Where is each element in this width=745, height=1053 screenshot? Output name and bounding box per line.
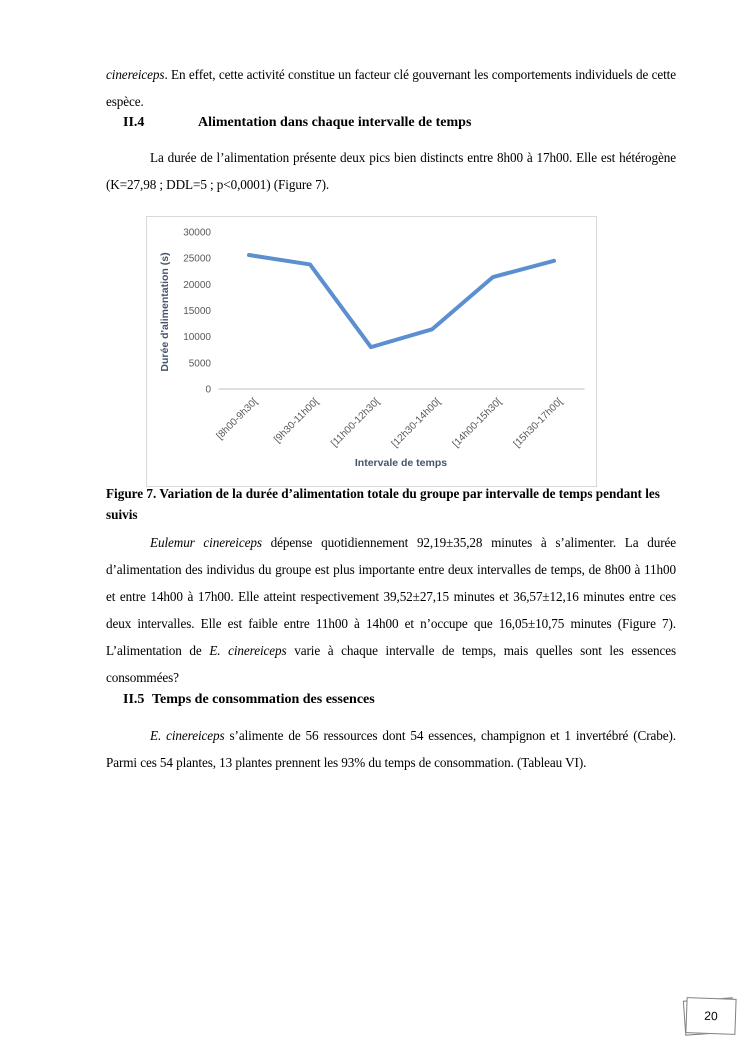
page-number-box bbox=[681, 995, 739, 1037]
paragraph-3 bbox=[106, 722, 676, 776]
page-number: 20 bbox=[704, 1008, 718, 1024]
svg-text:10000: 10000 bbox=[183, 332, 211, 344]
paragraph-intro-text: . En effet, cette activité constitue un facteur clé gouvernant les comportements individuels de cette espèce. bbox=[106, 67, 676, 109]
svg-text:[14h00-15h30[: [14h00-15h30[ bbox=[450, 396, 505, 450]
species-name-italic: Eulemur cinereiceps bbox=[150, 535, 262, 550]
paragraph-2 bbox=[106, 529, 676, 691]
svg-text:[12h30-14h00[: [12h30-14h00[ bbox=[389, 396, 444, 450]
svg-text:[9h30-11h00[: [9h30-11h00[ bbox=[272, 396, 322, 446]
section-title: Alimentation dans chaque intervalle de temps bbox=[198, 115, 472, 130]
figure-7-caption: Figure 7. Variation de la durée d’alimentation totale du groupe par intervalle de temps pendant les suivis bbox=[106, 486, 660, 522]
svg-text:[11h00-12h30[: [11h00-12h30[ bbox=[329, 396, 383, 450]
section-title: Temps de consommation des essences bbox=[152, 692, 375, 707]
paragraph-3-text: s’alimente de 56 ressources dont 54 essences, champignon et 1 invertébré (Crabe). Parmi ces 54 plantes, 13 plantes prennent les 93% du temps de consommation. (Tableau VI). bbox=[106, 728, 676, 770]
paragraph-2-text: varie à chaque intervalle de temps, mais quelles sont les essences consommées? bbox=[106, 643, 677, 685]
svg-text:15000: 15000 bbox=[183, 306, 211, 317]
figure-7-chart bbox=[146, 216, 597, 487]
section-number: II.5 bbox=[123, 692, 145, 707]
page-number-frame-front bbox=[685, 997, 736, 1035]
svg-text:[8h00-9h30[: [8h00-9h30[ bbox=[214, 396, 261, 442]
svg-text:0: 0 bbox=[205, 384, 211, 396]
svg-text:Intervale de temps: Intervale de temps bbox=[354, 457, 448, 469]
line-chart-svg bbox=[147, 217, 596, 486]
paragraph-1: La durée de l’alimentation présente deux pics bien distincts entre 8h00 à 17h00. Elle est hétérogène (K=27,98 ; DDL=5 ; p<0,0001) (Figure 7). bbox=[106, 150, 676, 192]
svg-text:25000: 25000 bbox=[183, 253, 211, 265]
svg-text:[15h30-17h00[: [15h30-17h00[ bbox=[511, 396, 566, 450]
species-name-italic: E. cinereiceps bbox=[150, 728, 225, 743]
svg-text:Durée d'alimentation (s): Durée d'alimentation (s) bbox=[159, 252, 171, 372]
species-name-italic: E. cinereiceps bbox=[209, 643, 287, 658]
paragraph-intro bbox=[106, 61, 676, 115]
species-name-italic: cinereiceps bbox=[106, 67, 165, 82]
svg-text:30000: 30000 bbox=[183, 227, 211, 239]
paragraph-2-text: dépense quotidiennement 92,19±35,28 minutes à s’alimenter. La durée d’alimentation des individus du groupe est plus importante entre deux intervalles de temps, de 8h00 à 11h00 et entre 14h00 à 17h00. Elle atteint respectivement 39,52±27,15 minutes et 36,57±12,16 minutes entre ces deux intervalles. Elle est faible entre 11h00 à 14h00 et n’occupe que 16,05±10,75 minutes (Figure 7). L’alimentation de bbox=[106, 535, 676, 658]
section-heading-ii5 bbox=[123, 691, 375, 709]
section-heading-ii4 bbox=[123, 114, 471, 132]
svg-text:20000: 20000 bbox=[183, 279, 211, 291]
svg-text:5000: 5000 bbox=[188, 358, 211, 370]
section-number: II.4 bbox=[123, 115, 145, 130]
